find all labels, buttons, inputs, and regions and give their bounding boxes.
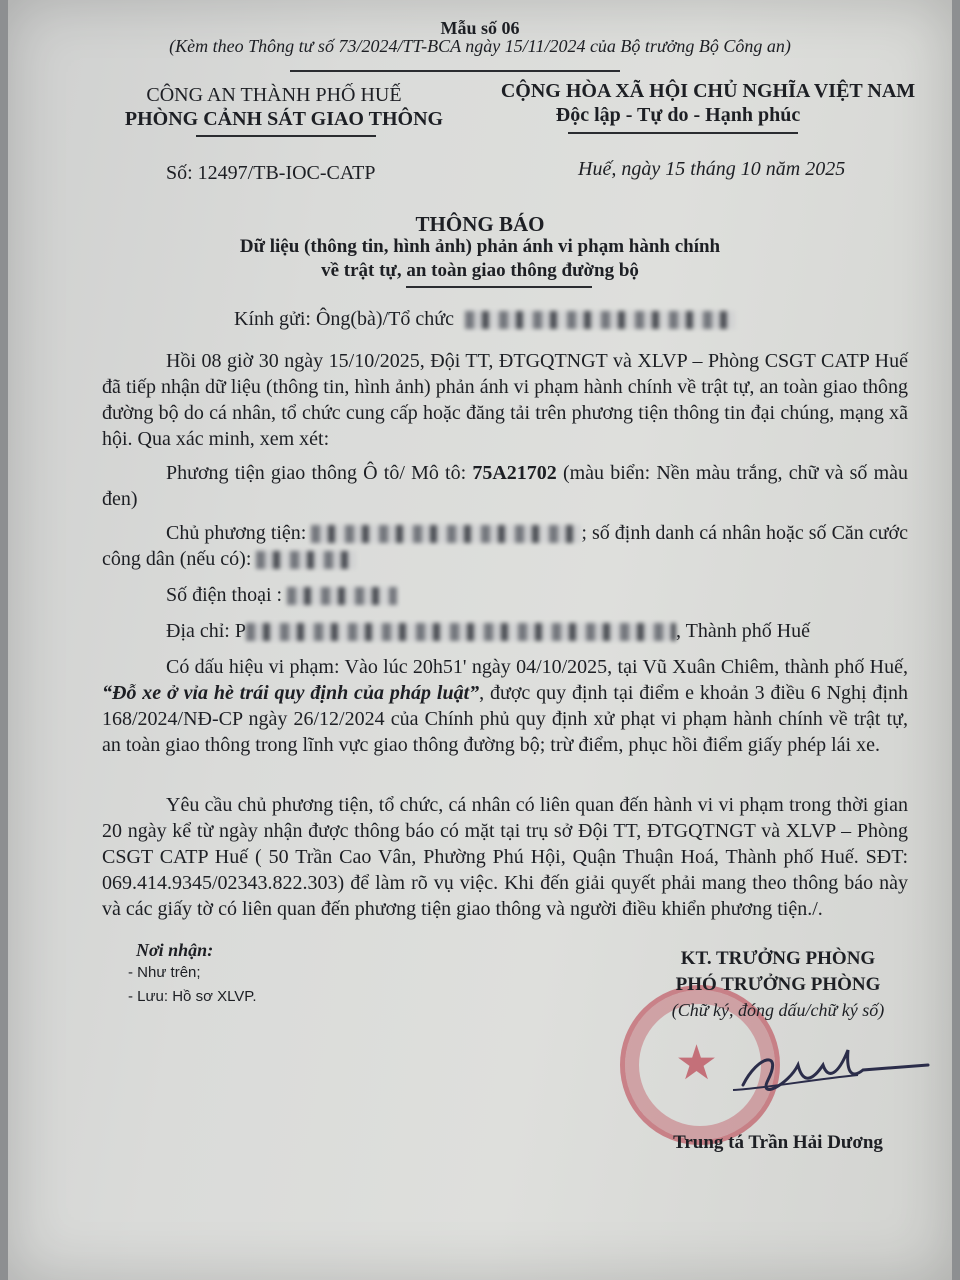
signer-title-1: KT. TRƯỞNG PHÒNG xyxy=(680,948,876,969)
divider xyxy=(196,135,376,137)
violation-description: “Đỗ xe ở vỉa hè trái quy định của pháp luật” xyxy=(102,682,480,704)
recipient-item: - Như trên; xyxy=(128,964,201,981)
phone-label: Số điện thoại : xyxy=(166,584,283,606)
country-name: CỘNG HÒA XÃ HỘI CHỦ NGHĨA VIỆT NAM xyxy=(500,80,916,102)
notice-subtitle-2: về trật tự, an toàn giao thông đường bộ xyxy=(321,260,639,281)
signature-note: (Chữ ký, đóng dấu/chữ ký số) xyxy=(671,1000,885,1020)
redacted-address xyxy=(246,623,676,641)
request-paragraph: Yêu cầu chủ phương tiện, tổ chức, cá nhân có liên quan đến hành vi vi phạm trong thời gian 20 ngày kể từ ngày nhận được thông báo có mặt tại trụ sở Đội TT, ĐTGQTNGT và XLVP – Phòng CSGT CATP Huế ( 50 Trần Cao Vân, Phường Phú Hội, Quận Thuận Hoá, Thành phố Huế. SĐT: 069.414.9345/02343.822.303) để làm rõ vụ việc. Khi đến giải quyết phải mang theo thông báo này và các giấy tờ có liên quan đến phương tiện giao thông và người điều khiển phương tiện./. xyxy=(102,794,908,920)
phone-paragraph xyxy=(102,582,908,608)
redacted-recipient xyxy=(465,311,735,329)
recipient-item: - Lưu: Hồ sơ XLVP. xyxy=(128,988,257,1005)
form-number: Mẫu số 06 xyxy=(440,18,520,38)
owner-paragraph xyxy=(102,520,908,572)
agency-name: CÔNG AN THÀNH PHỐ HUẾ xyxy=(146,84,402,106)
vehicle-plate-color: (màu biển: Nền màu trắng, chữ và số màu đen) xyxy=(102,462,909,510)
signer-name: Trung tá Trần Hải Dương xyxy=(673,1132,883,1153)
document-page xyxy=(8,0,952,1280)
notice-subtitle-1: Dữ liệu (thông tin, hình ảnh) phản ánh vi phạm hành chính xyxy=(239,236,721,257)
notice-title: THÔNG BÁO xyxy=(415,212,545,236)
recipient-line xyxy=(234,308,735,331)
license-plate: 75A21702 xyxy=(472,462,557,484)
signer-title-2: PHÓ TRƯỞNG PHÒNG xyxy=(675,974,881,995)
divider xyxy=(290,70,620,72)
address-city: , Thành phố Huế xyxy=(676,620,811,642)
recipient-label: Kính gửi: Ông(bà)/Tổ chức xyxy=(234,308,454,330)
violation-legal-basis: , được quy định tại điểm e khoản 3 điều 6 Nghị định 168/2024/NĐ-CP ngày 26/12/2024 của Chính phủ quy định xử phạt vi phạm hành chính về trật tự, an toàn giao thông trong lĩnh vực giao thông đường bộ; trừ điểm, phục hồi điểm giấy phép lái xe. xyxy=(102,682,908,756)
form-reference: (Kèm theo Thông tư số 73/2024/TT-BCA ngày 15/11/2024 của Bộ trưởng Bộ Công an) xyxy=(169,36,791,56)
owner-label: Chủ phương tiện: xyxy=(166,522,307,544)
recipients-heading: Nơi nhận: xyxy=(136,940,214,960)
intro-paragraph: Hồi 08 giờ 30 ngày 15/10/2025, Đội TT, ĐTGQTNGT và XLVP – Phòng CSGT CATP Huế đã tiếp nhận dữ liệu (thông tin, hình ảnh) phản ánh vi phạm hành chính về trật tự, an toàn giao thông đường bộ do cá nhân, tổ chức cung cấp hoặc đăng tải trên phương tiện thông tin đại chúng, mạng xã hội. Qua xác minh, xem xét: xyxy=(102,350,908,450)
department-name: PHÒNG CẢNH SÁT GIAO THÔNG xyxy=(124,108,444,130)
divider xyxy=(406,286,592,288)
vehicle-paragraph xyxy=(102,460,908,512)
vehicle-label: Phương tiện giao thông Ô tô/ Mô tô: xyxy=(166,462,467,484)
signature xyxy=(728,1030,938,1110)
address-paragraph xyxy=(102,618,908,644)
address-label: Địa chỉ: P xyxy=(166,620,246,642)
divider xyxy=(568,132,798,134)
redacted-phone xyxy=(287,587,397,605)
violation-intro: Có dấu hiệu vi phạm: Vào lúc 20h51' ngày 04/10/2025, tại Vũ Xuân Chiêm, thành phố Huế, xyxy=(166,656,908,678)
document-number: Số: 12497/TB-IOC-CATP xyxy=(166,162,376,184)
star-icon: ★ xyxy=(675,1035,719,1091)
redacted-owner xyxy=(311,525,581,543)
owner-id-label: ; số định danh cá nhân hoặc số Căn cước công dân (nếu có): xyxy=(102,522,909,570)
place-date: Huế, ngày 15 tháng 10 năm 2025 xyxy=(578,158,846,180)
redacted-id xyxy=(256,551,356,569)
violation-paragraph xyxy=(102,654,908,758)
motto: Độc lập - Tự do - Hạnh phúc xyxy=(555,104,801,126)
